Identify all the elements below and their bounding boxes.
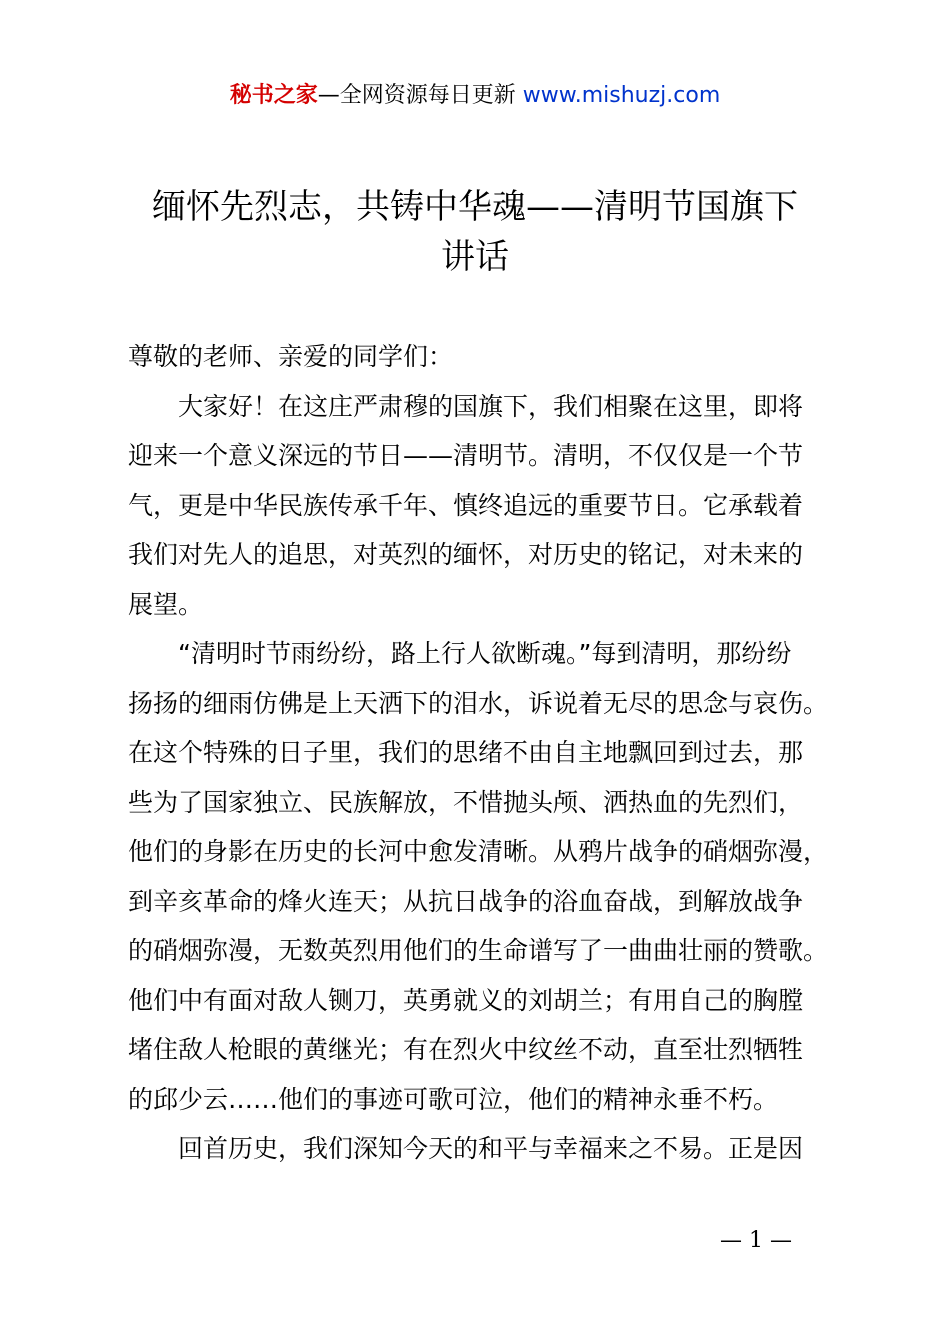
brand-name: 秘书之家 bbox=[229, 83, 318, 108]
text-line: 气，更是中华民族传承千年、慎终追远的重要节日。它承载着 bbox=[128, 490, 804, 520]
paragraph-1 bbox=[128, 382, 833, 630]
document-body bbox=[128, 332, 833, 1174]
text-line: 他们的身影在历史的长河中愈发清晰。从鸦片战争的硝烟弥漫， bbox=[128, 837, 829, 866]
paragraph-2 bbox=[128, 629, 833, 1124]
text-line: 回首历史，我们深知今天的和平与幸福来之不易。正是因 bbox=[178, 1134, 804, 1163]
text-line: 扬扬的细雨仿佛是上天洒下的泪水，诉说着无尽的思念与哀伤。 bbox=[128, 688, 829, 718]
page-number: — 1 — bbox=[720, 1228, 792, 1253]
page-header bbox=[0, 80, 950, 112]
text-line: 他们中有面对敌人铡刀，英勇就义的刘胡兰；有用自己的胸膛 bbox=[128, 985, 804, 1015]
text-line: 些为了国家独立、民族解放，不惜抛头颅、洒热血的先烈们， bbox=[128, 787, 804, 817]
text-line: 迎来一个意义深远的节日——清明节。清明，不仅仅是一个节 bbox=[128, 441, 804, 470]
text-line: 的硝烟弥漫，无数英烈用他们的生命谱写了一曲曲壮丽的赞歌。 bbox=[128, 936, 829, 965]
text-line: 大家好！在这庄严肃穆的国旗下，我们相聚在这里，即将 bbox=[178, 391, 804, 421]
title-line-2: 讲话 bbox=[441, 237, 509, 277]
salutation: 尊敬的老师、亲爱的同学们： bbox=[128, 342, 454, 371]
document-title bbox=[0, 182, 950, 282]
text-line: 展望。 bbox=[128, 589, 204, 619]
text-line: 堵住敌人枪眼的黄继光；有在烈火中纹丝不动，直至壮烈牺牲 bbox=[128, 1035, 804, 1064]
title-line-1: 缅怀先烈志，共铸中华魂——清明节国旗下 bbox=[152, 187, 798, 227]
text-line: 我们对先人的追思，对英烈的缅怀，对历史的铭记，对未来的 bbox=[128, 540, 804, 569]
text-line: 在这个特殊的日子里，我们的思绪不由自主地飘回到过去，那 bbox=[128, 738, 804, 767]
site-url-link[interactable]: www.mishuzj.com bbox=[522, 83, 721, 108]
text-line: “清明时节雨纷纷，路上行人欲断魂。”每到清明，那纷纷 bbox=[178, 639, 792, 668]
paragraph-3 bbox=[128, 1124, 833, 1174]
header-tagline: —全网资源每日更新 bbox=[317, 83, 523, 108]
text-line: 到辛亥革命的烽火连天；从抗日战争的浴血奋战，到解放战争 bbox=[128, 886, 804, 916]
text-line: 的邱少云……他们的事迹可歌可泣，他们的精神永垂不朽。 bbox=[128, 1084, 779, 1114]
